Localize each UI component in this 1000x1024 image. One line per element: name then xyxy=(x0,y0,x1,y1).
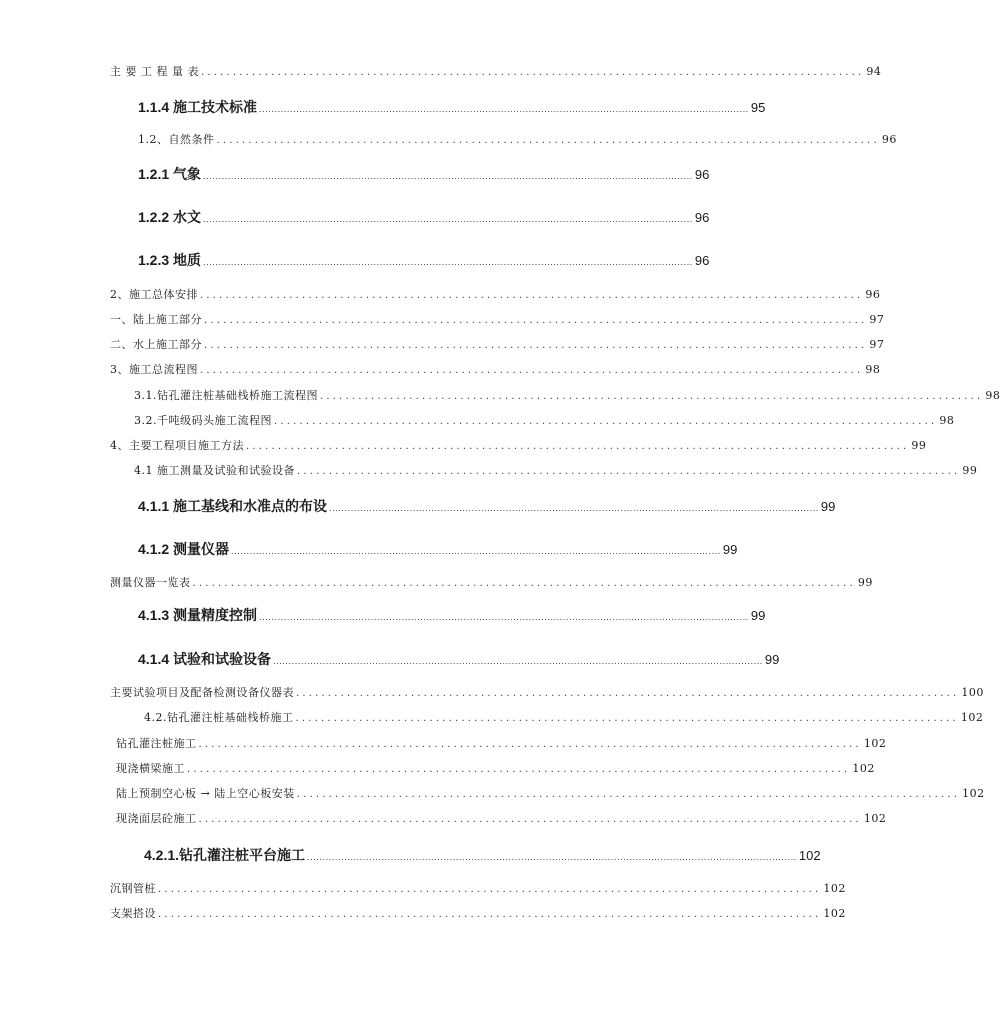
dot-leader: .............................................................................................................................................................. xyxy=(273,656,763,666)
toc-entry[interactable] xyxy=(138,539,738,559)
toc-entry-title: 主 要 工 程 量 表 xyxy=(110,65,199,78)
toc-entry-page: 99 xyxy=(722,542,738,557)
toc-entry-title: 测量仪器一览表 xyxy=(110,576,191,589)
toc-entry[interactable] xyxy=(116,785,985,801)
toc-entry-title: 4、主要工程项目施工方法 xyxy=(110,439,244,452)
toc-entry-page: 100 xyxy=(961,686,984,699)
toc-entry[interactable] xyxy=(138,131,897,147)
dot-leader: ........................................................................................................ xyxy=(296,789,961,800)
toc-entry-page: 96 xyxy=(881,133,897,146)
toc-entry-title: 4.1.1 施工基线和水准点的布设 xyxy=(138,498,328,514)
dot-leader: ........................................................................................................ xyxy=(216,135,880,146)
dot-leader: ........................................................................................................ xyxy=(297,466,961,477)
toc-entry[interactable] xyxy=(138,649,780,669)
toc-entry[interactable] xyxy=(138,605,766,625)
toc-entry[interactable] xyxy=(144,845,821,865)
dot-leader: ........................................................................................................ xyxy=(320,391,984,402)
toc-entry-title: 1.2.1 气象 xyxy=(138,166,202,182)
dot-leader: ........................................................................................................ xyxy=(158,909,822,920)
toc-entry-title: 1.2.3 地质 xyxy=(138,252,202,268)
toc-entry-title: 1.2、自然条件 xyxy=(138,133,215,146)
dot-leader: ........................................................................................................ xyxy=(187,764,851,775)
toc-entry[interactable] xyxy=(116,810,887,826)
toc-entry-title: 4.1.4 试验和试验设备 xyxy=(138,651,272,667)
toc-entry-page: 95 xyxy=(750,100,766,115)
dot-leader: .............................................................................................................................................................. xyxy=(203,214,693,224)
toc-entry[interactable] xyxy=(110,286,881,302)
toc-entry-title: 陆上预制空心板 → 陆上空心板安装 xyxy=(116,787,295,800)
toc-entry-page: 97 xyxy=(869,313,885,326)
toc-entry-page: 102 xyxy=(863,812,887,825)
dot-leader: ........................................................................................................ xyxy=(200,290,864,301)
toc-entry[interactable] xyxy=(110,905,846,921)
dot-leader: .............................................................................................................................................................. xyxy=(259,612,749,622)
toc-entry[interactable] xyxy=(138,97,766,117)
toc-entry[interactable] xyxy=(134,387,1000,403)
toc-entry-page: 102 xyxy=(823,882,846,895)
toc-entry-page: 102 xyxy=(962,787,985,800)
toc-entry-title: 1.2.2 水文 xyxy=(138,209,202,225)
toc-entry-page: 98 xyxy=(939,414,955,427)
toc-entry-title: 3.2.千吨级码头施工流程图 xyxy=(134,414,272,427)
toc-entry-title: 钻孔灌注桩施工 xyxy=(116,737,197,750)
toc-entry[interactable] xyxy=(110,361,881,377)
toc-entry[interactable] xyxy=(138,207,710,227)
dot-leader: .............................................................................................................................................................. xyxy=(307,852,797,862)
toc-entry[interactable] xyxy=(116,735,887,751)
toc-entry[interactable] xyxy=(144,709,984,725)
toc-entry[interactable] xyxy=(134,462,978,478)
toc-entry-page: 96 xyxy=(694,167,710,182)
toc-entry-page: 99 xyxy=(857,576,873,589)
toc-entry-title: 沉钢管桩 xyxy=(110,882,156,895)
toc-entry-title: 4.1.3 测量精度控制 xyxy=(138,607,258,623)
toc-entry-page: 99 xyxy=(750,608,766,623)
toc-entry-page: 98 xyxy=(865,363,881,376)
toc-entry[interactable] xyxy=(110,437,927,453)
dot-leader: ........................................................................................................ xyxy=(200,365,864,376)
dot-leader: ........................................................................................................ xyxy=(204,315,868,326)
toc-entry-page: 94 xyxy=(866,65,882,78)
toc-entry-title: 2、施工总体安排 xyxy=(110,288,198,301)
dot-leader: .............................................................................................................................................................. xyxy=(203,257,693,267)
toc-entry[interactable] xyxy=(110,336,885,352)
toc-entry-title: 现浇横梁施工 xyxy=(116,762,185,775)
toc-entry[interactable] xyxy=(134,412,955,428)
dot-leader: ........................................................................................................ xyxy=(198,814,862,825)
toc-entry-page: 102 xyxy=(852,762,875,775)
toc-entry-page: 99 xyxy=(764,652,780,667)
toc-entry-title: 4.1.2 测量仪器 xyxy=(138,541,230,557)
toc-entry-page: 102 xyxy=(798,848,821,863)
dot-leader: ........................................................................................................ xyxy=(274,416,938,427)
toc-entry[interactable] xyxy=(110,684,984,700)
toc-entry[interactable] xyxy=(138,250,710,270)
toc-entry[interactable] xyxy=(110,880,846,896)
toc-entry-page: 96 xyxy=(694,253,710,268)
toc-entry[interactable] xyxy=(116,760,875,776)
toc-entry[interactable] xyxy=(110,574,873,590)
toc-entry-page: 102 xyxy=(823,907,846,920)
toc-entry-title: 4.2.1.钻孔灌注桩平台施工 xyxy=(144,847,306,863)
toc-entry[interactable] xyxy=(110,311,885,327)
toc-entry[interactable] xyxy=(110,63,882,79)
dot-leader: ........................................................................................................ xyxy=(296,688,960,699)
dot-leader: ........................................................................................................ xyxy=(158,884,822,895)
toc-entry-page: 96 xyxy=(694,210,710,225)
toc-entry-title: 支架搭设 xyxy=(110,907,156,920)
dot-leader: ........................................................................................................ xyxy=(198,739,862,750)
toc-entry-title: 4.1 施工测量及试验和试验设备 xyxy=(134,464,295,477)
dot-leader: ........................................................................................................ xyxy=(204,340,868,351)
toc-entry-page: 96 xyxy=(865,288,881,301)
toc-entry-page: 99 xyxy=(820,499,836,514)
toc-entry-page: 99 xyxy=(962,464,978,477)
toc-entry-page: 99 xyxy=(911,439,927,452)
toc-entry-title: 二、水上施工部分 xyxy=(110,338,202,351)
dot-leader: .............................................................................................................................................................. xyxy=(329,503,819,513)
toc-entry-page: 102 xyxy=(863,737,887,750)
dot-leader: .............................................................................................................................................................. xyxy=(203,171,693,181)
dot-leader: .............................................................................................................................................................. xyxy=(259,104,749,114)
toc-entry-title: 3.1.钻孔灌注桩基础栈桥施工流程图 xyxy=(134,389,318,402)
toc-entry[interactable] xyxy=(138,164,710,184)
toc-entry-title: 一、陆上施工部分 xyxy=(110,313,202,326)
toc-entry-page: 102 xyxy=(960,711,984,724)
dot-leader: .............................................................................................................................................................. xyxy=(231,546,721,556)
toc-entry-page: 98 xyxy=(985,389,1000,402)
toc-entry-title: 3、施工总流程图 xyxy=(110,363,198,376)
dot-leader: ........................................................................................................ xyxy=(295,713,959,724)
toc-entry-title: 现浇面层砼施工 xyxy=(116,812,197,825)
toc-entry-title: 4.2.钻孔灌注桩基础栈桥施工 xyxy=(144,711,294,724)
toc-entry[interactable] xyxy=(138,496,836,516)
toc-entry-page: 97 xyxy=(869,338,885,351)
dot-leader: ........................................................................................................ xyxy=(246,441,910,452)
dot-leader: ........................................................................................................ xyxy=(192,578,856,589)
toc-entry-title: 1.1.4 施工技术标准 xyxy=(138,99,258,115)
toc-entry-title: 主要试验项目及配备检测设备仪器表 xyxy=(110,686,294,699)
dot-leader: ........................................................................................................ xyxy=(200,67,865,78)
